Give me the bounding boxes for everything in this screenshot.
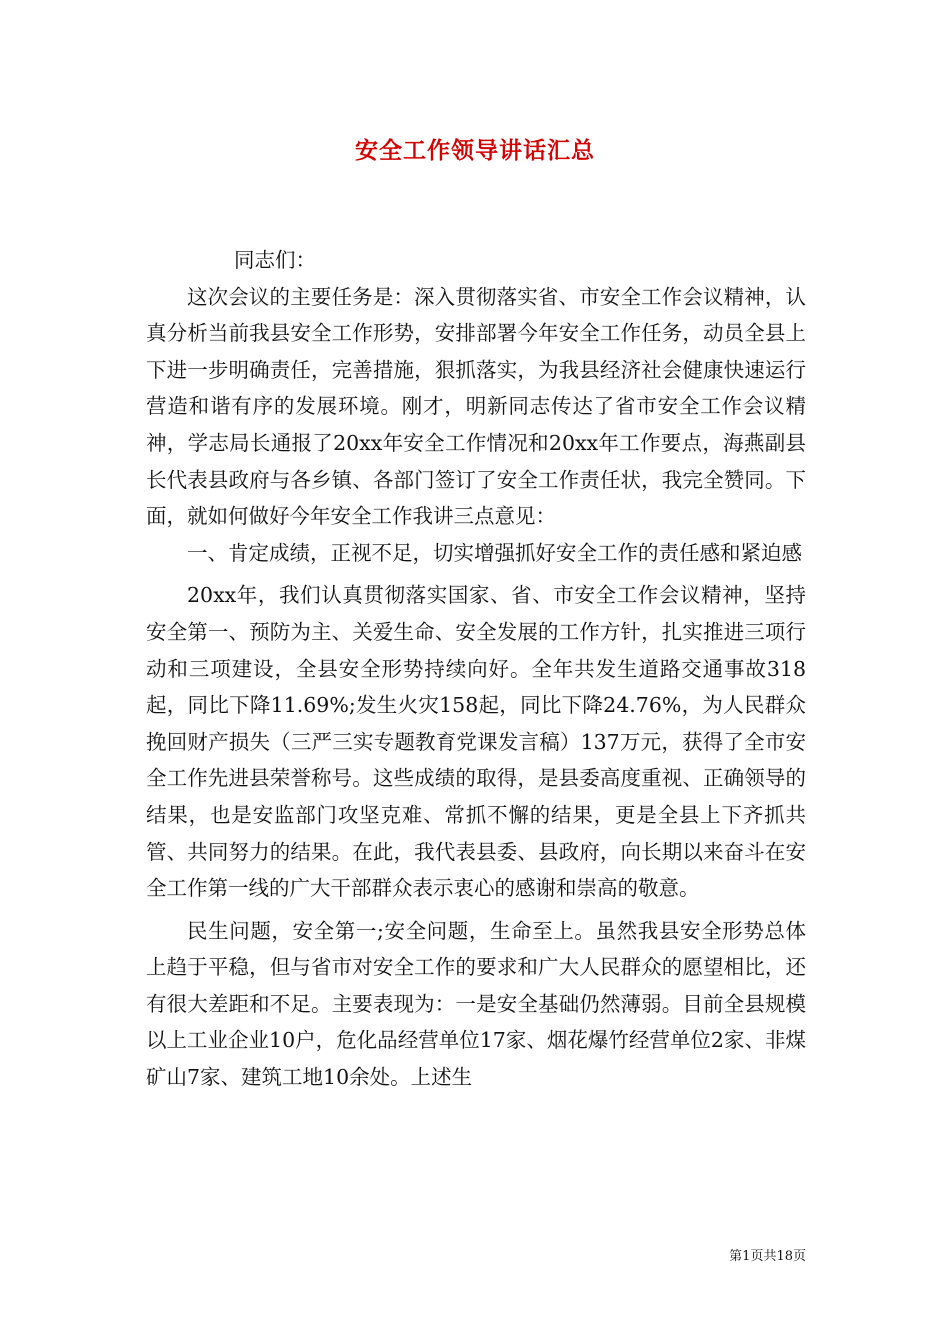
salutation: 同志们： (234, 248, 316, 272)
document-title: 安全工作领导讲话汇总 (355, 137, 595, 164)
section-heading-1: 一、肯定成绩，正视不足，切实增强抓好安全工作的责任感和紧迫感 (187, 540, 802, 565)
paragraph-shortcomings: 民生问题，安全第一;安全问题，生命至上。虽然我县安全形势总体上趋于平稳，但与省市对安全工作的要求和广大人民群众的愿望相比，还有很大差距和不足。主要表现为：一是安全基础仍然薄弱。目前全县规模以上工业企业10户，危化品经营单位17家、烟花爆竹经营单位2家、非煤矿山7家、建筑工地10余处。上述生 (146, 918, 806, 1090)
paragraph-intro: 这次会议的主要任务是：深入贯彻落实省、市安全工作会议精神，认真分析当前我县安全工作形势，安排部署今年安全工作任务，动员全县上下进一步明确责任，完善措施，狠抓落实，为我县经济社会健康快速运行营造和谐有序的发展环境。刚才，明新同志传达了省市安全工作会议精神，学志局长通报了20xx年安全工作情况和20xx年工作要点，海燕副县长代表县政府与各乡镇、各部门签订了安全工作责任状，我完全赞同。下面，就如何做好今年安全工作我讲三点意见： (146, 284, 806, 529)
document-body (146, 242, 806, 1096)
paragraph-achievements: 20xx年，我们认真贯彻落实国家、省、市安全工作会议精神，坚持安全第一、预防为主、关爱生命、安全发展的工作方针，扎实推进三项行动和三项建设，全县安全形势持续向好。全年共发生道路交通事故318起，同比下降11.69%;发生火灾158起，同比下降24.76%，为人民群众挽回财产损失（三严三实专题教育党课发言稿）137万元，获得了全市安全工作先进县荣誉称号。这些成绩的取得，是县委高度重视、正确领导的结果，也是安监部门攻坚克难、常抓不懈的结果，更是全县上下齐抓共管、共同努力的结果。在此，我代表县委、县政府，向长期以来奋斗在安全工作第一线的广大干部群众表示衷心的感谢和崇高的敬意。 (146, 583, 806, 901)
page-number: 第1页共18页 (729, 1249, 806, 1264)
